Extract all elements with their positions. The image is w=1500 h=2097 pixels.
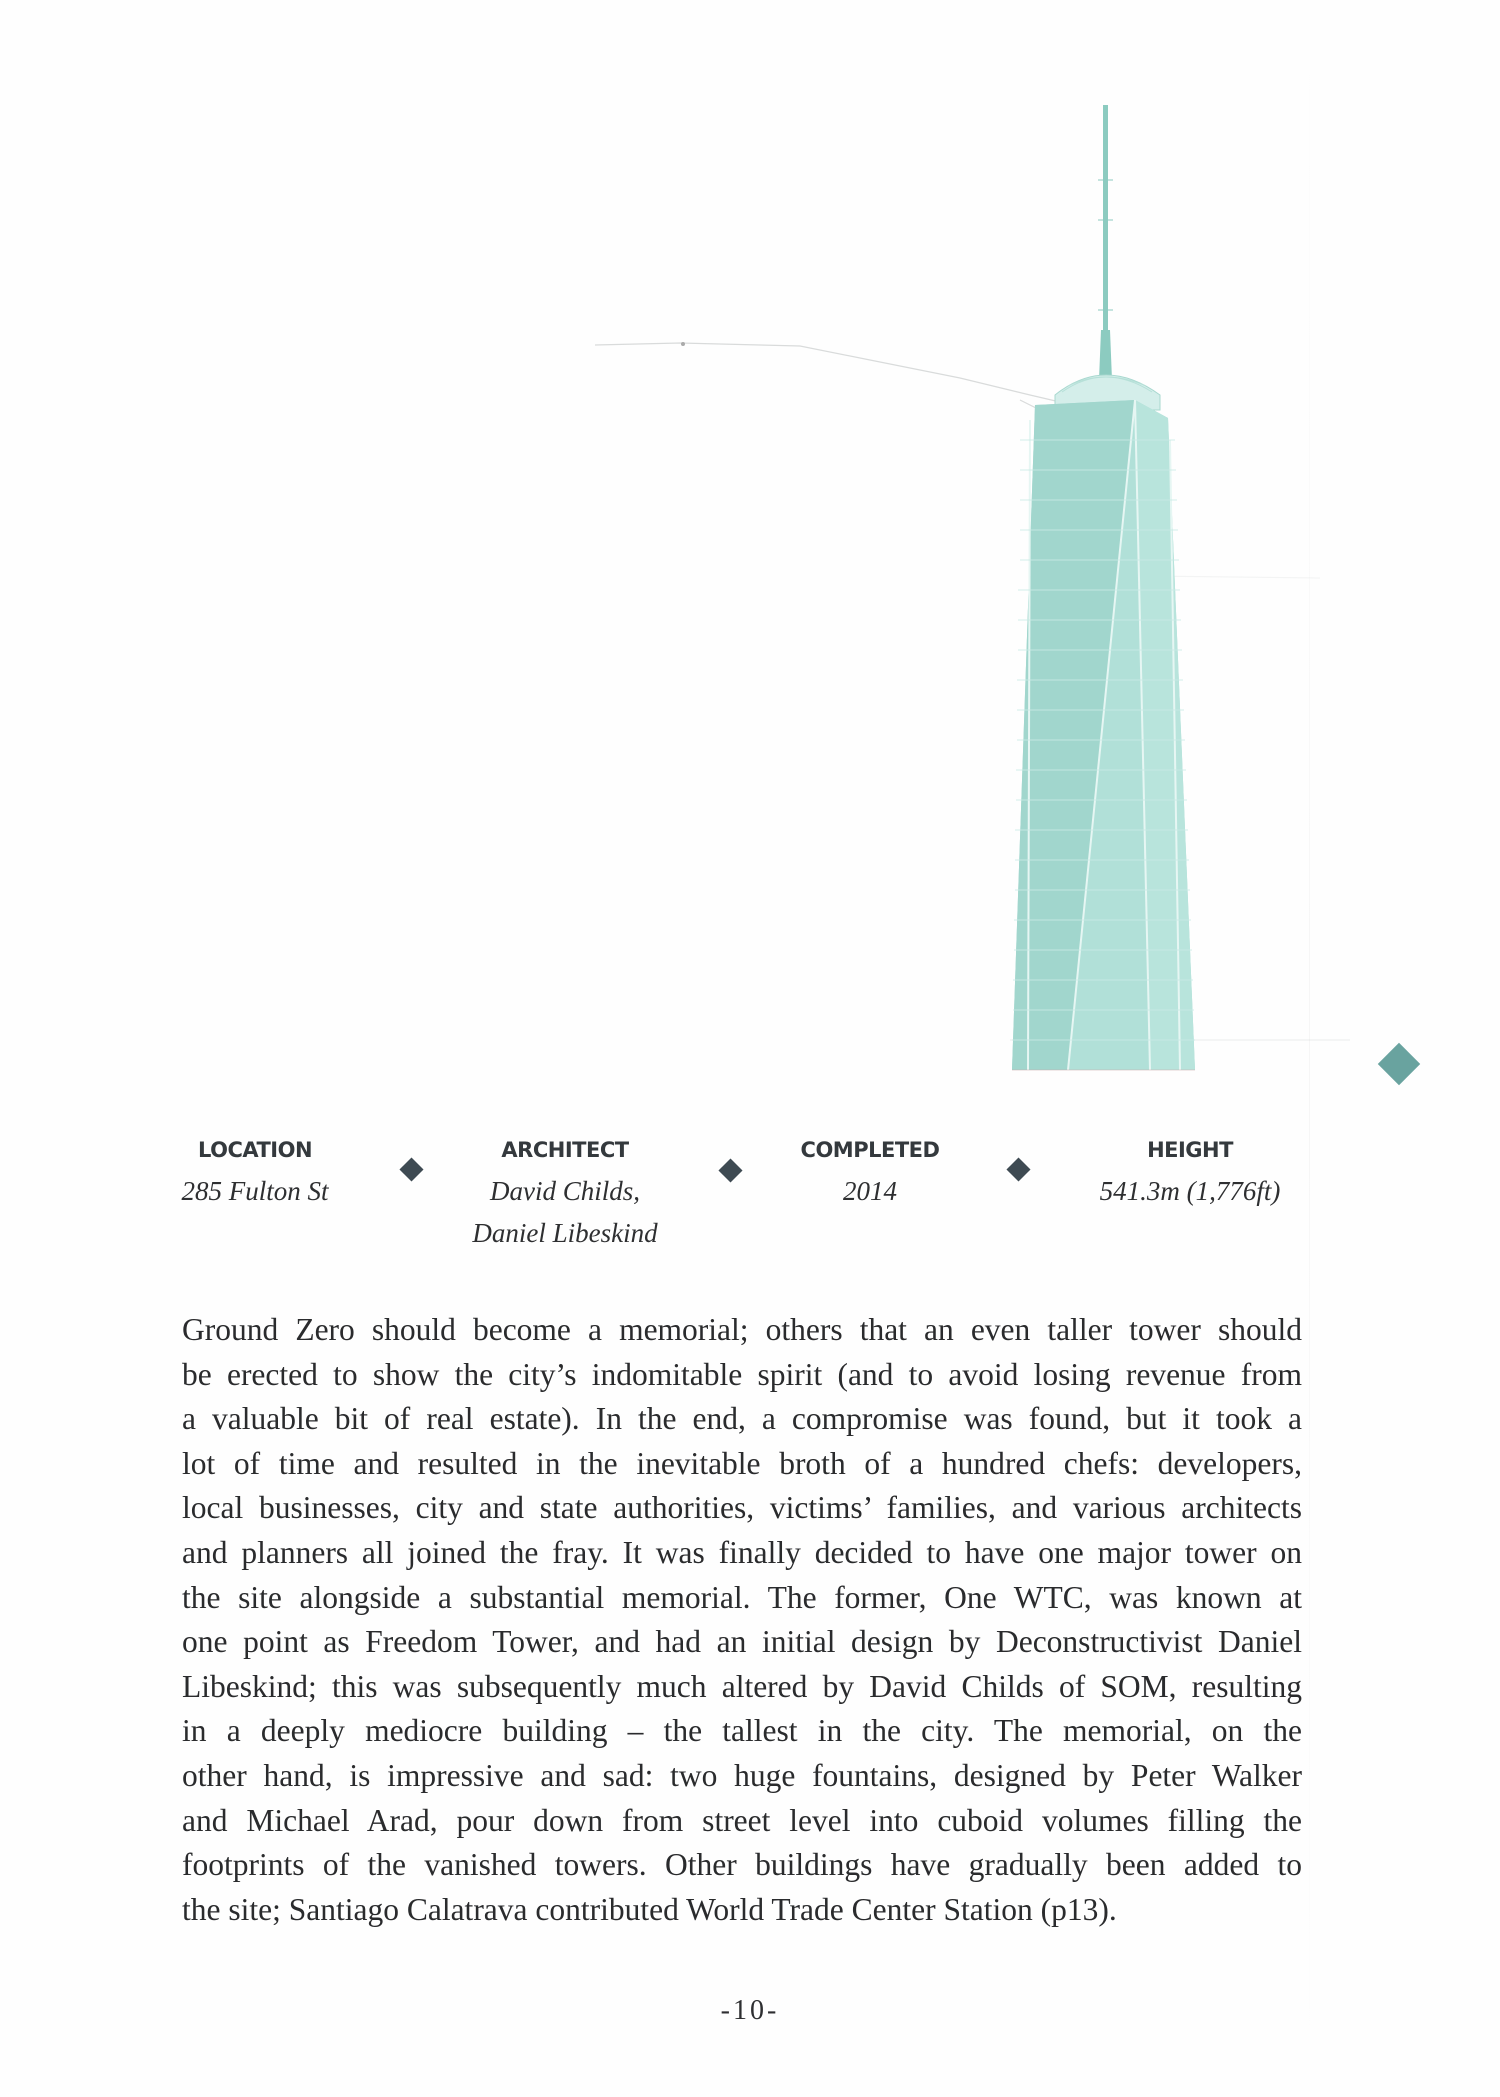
height-value: 541.3m (1,776ft) [1099, 1176, 1281, 1206]
fact-location [170, 1130, 340, 1212]
body-paragraph [182, 1308, 1302, 1932]
fact-completed [780, 1130, 960, 1212]
building-facts [0, 1130, 1500, 1270]
body-line: be erected to show the city’s indomitable spirit (and to avoid losing revenue from [182, 1356, 1302, 1392]
body-line: one point as Freedom Tower, and had an initial design by Deconstructivist Daniel [182, 1624, 1302, 1660]
body-line: other hand, is impressive and sad: two huge fountains, designed by Peter Walker [182, 1757, 1302, 1793]
architect-value-line1: David Childs, [489, 1176, 640, 1206]
body-line: in a deeply mediocre building – the tallest in the city. The memorial, on the [182, 1713, 1302, 1749]
body-line: footprints of the vanished towers. Other buildings have gradually been added to [182, 1847, 1302, 1883]
construction-point-icon [681, 342, 685, 346]
body-line: the site; Santiago Calatrava contributed World Trade Center Station (p13). [182, 1891, 1117, 1927]
body-line: lot of time and resulted in the inevitable broth of a hundred chefs: developers, [182, 1445, 1302, 1481]
body-line: Ground Zero should become a memorial; others that an even taller tower should [182, 1312, 1302, 1347]
architect-label: ARCHITECT [501, 1138, 629, 1162]
body-line: Libeskind; this was subsequently much altered by David Childs of SOM, resulting [182, 1668, 1302, 1704]
location-label: LOCATION [197, 1138, 313, 1162]
architect-value-line2: Daniel Libeskind [472, 1218, 658, 1248]
body-line: the site alongside a substantial memorial. The former, One WTC, was known at [182, 1579, 1302, 1615]
body-line: and Michael Arad, pour down from street level into cuboid volumes filling the [182, 1802, 1302, 1838]
body-line: and planners all joined the fray. It was finally decided to have one major tower on [182, 1534, 1302, 1570]
fact-architect [430, 1130, 700, 1254]
completed-value: 2014 [843, 1176, 897, 1206]
body-line: local businesses, city and state authorities, victims’ families, and various architects [182, 1490, 1302, 1526]
body-line: a valuable bit of real estate). In the end, a compromise was found, but it took a [182, 1401, 1302, 1437]
location-value: 285 Fulton St [181, 1176, 329, 1206]
fact-height [1060, 1130, 1320, 1212]
height-label: HEIGHT [1147, 1138, 1233, 1162]
completed-label: COMPLETED [800, 1138, 940, 1162]
page-number: -10- [720, 1995, 780, 2026]
